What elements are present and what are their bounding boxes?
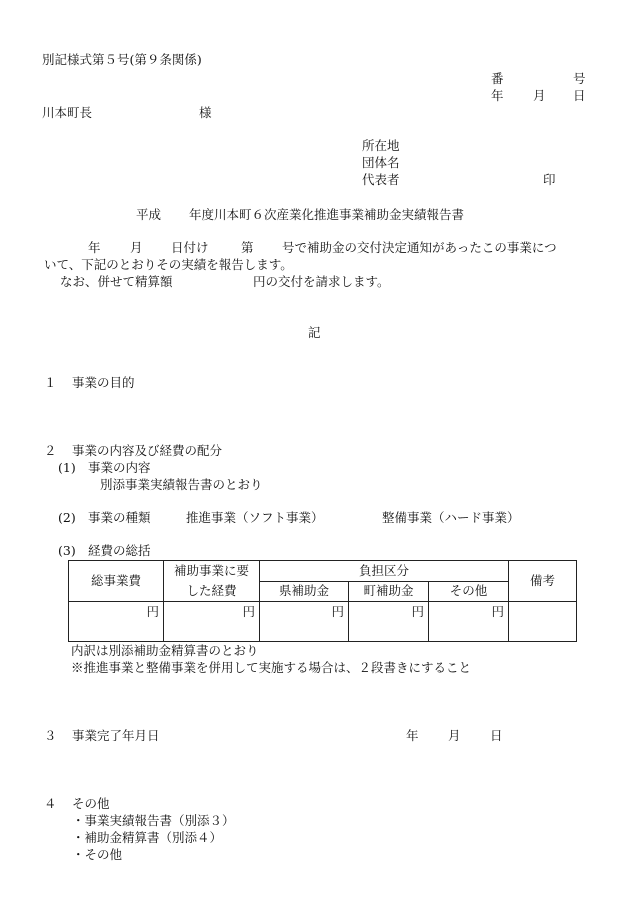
attachment-item: ・その他 <box>72 847 123 862</box>
date-year-label: 年 <box>491 88 504 103</box>
intro-line2: いて、下記のとおりその実績を報告します。 <box>44 257 293 272</box>
header-town-subsidy: 町補助金 <box>349 581 429 602</box>
sub1-num: (1) <box>58 460 76 475</box>
section1-num: １ <box>44 375 57 390</box>
attachment-item: ・事業実績報告書（別添３） <box>72 813 235 828</box>
intro-dai: 第 <box>241 240 254 255</box>
cell-subsidized-cost: 円 <box>164 602 260 642</box>
sub2-title: 事業の種類 <box>88 510 151 525</box>
section2-title: 事業の内容及び経費の配分 <box>72 443 223 458</box>
header-remarks: 備考 <box>509 561 577 602</box>
cost-summary-table <box>68 560 577 642</box>
cell-other: 円 <box>429 602 509 642</box>
intro-line3-post: 円の交付を請求します。 <box>253 274 390 289</box>
document-title: 年度川本町６次産業化推進事業補助金実績報告書 <box>189 207 465 222</box>
cell-prefecture-subsidy: 円 <box>260 602 349 642</box>
cell-total-cost: 円 <box>69 602 164 642</box>
form-label: 別記様式第５号(第９条関係) <box>42 52 202 67</box>
sub2-option-hard: 整備事業（ハード事業） <box>382 510 520 525</box>
date-day-label: 日 <box>573 88 586 103</box>
header-prefecture-subsidy: 県補助金 <box>260 581 349 602</box>
intro-line3-pre: なお、併せて精算額 <box>60 274 173 289</box>
date-month-label: 月 <box>533 88 546 103</box>
ki-mark: 記 <box>308 325 321 340</box>
sub3-title: 経費の総括 <box>88 543 151 558</box>
number-suffix: 号 <box>573 71 586 86</box>
header-subsidized-line1: 補助事業に要 <box>173 563 249 578</box>
header-other: その他 <box>429 581 509 602</box>
intro-dated: 日付け <box>171 240 209 255</box>
organization-label: 団体名 <box>362 155 400 170</box>
header-subsidized-line2: した経費 <box>186 583 237 598</box>
honorific: 様 <box>199 105 212 120</box>
section1-title: 事業の目的 <box>72 375 135 390</box>
attachment-item: ・補助金精算書（別添４） <box>72 830 223 845</box>
intro-line1: 号で補助金の交付決定通知があったこの事業につ <box>282 240 557 255</box>
intro-year: 年 <box>88 240 101 255</box>
note-two-rows: ※推進事業と整備事業を併用して実施する場合は、２段書きにすること <box>71 660 472 675</box>
section2-num: ２ <box>44 443 57 458</box>
number-label: 番 <box>491 71 504 86</box>
header-total-cost: 総事業費 <box>69 561 164 602</box>
section3-title: 事業完了年月日 <box>72 728 160 743</box>
completion-day: 日 <box>490 728 503 743</box>
header-burden-division: 負担区分 <box>260 561 509 582</box>
completion-year: 年 <box>406 728 419 743</box>
sub2-num: (2) <box>58 510 76 525</box>
cell-town-subsidy: 円 <box>349 602 429 642</box>
address-label: 所在地 <box>362 138 400 153</box>
intro-month: 月 <box>130 240 143 255</box>
sub3-num: (3) <box>58 543 76 558</box>
seal-mark: 印 <box>543 172 556 187</box>
sub2-option-soft: 推進事業（ソフト事業） <box>186 510 324 525</box>
title-era: 平成 <box>136 207 162 222</box>
header-subsidized-cost <box>164 561 260 602</box>
sub1-detail: 別添事業実績報告書のとおり <box>100 477 263 492</box>
section4-num: ４ <box>44 796 57 811</box>
representative-label: 代表者 <box>362 172 400 187</box>
section4-title: その他 <box>72 796 110 811</box>
note-breakdown: 内訳は別添補助金精算書のとおり <box>71 643 259 658</box>
cell-remarks <box>509 602 577 642</box>
sub1-title: 事業の内容 <box>88 460 151 475</box>
section3-num: ３ <box>44 728 57 743</box>
addressee: 川本町長 <box>42 105 93 120</box>
completion-month: 月 <box>448 728 461 743</box>
